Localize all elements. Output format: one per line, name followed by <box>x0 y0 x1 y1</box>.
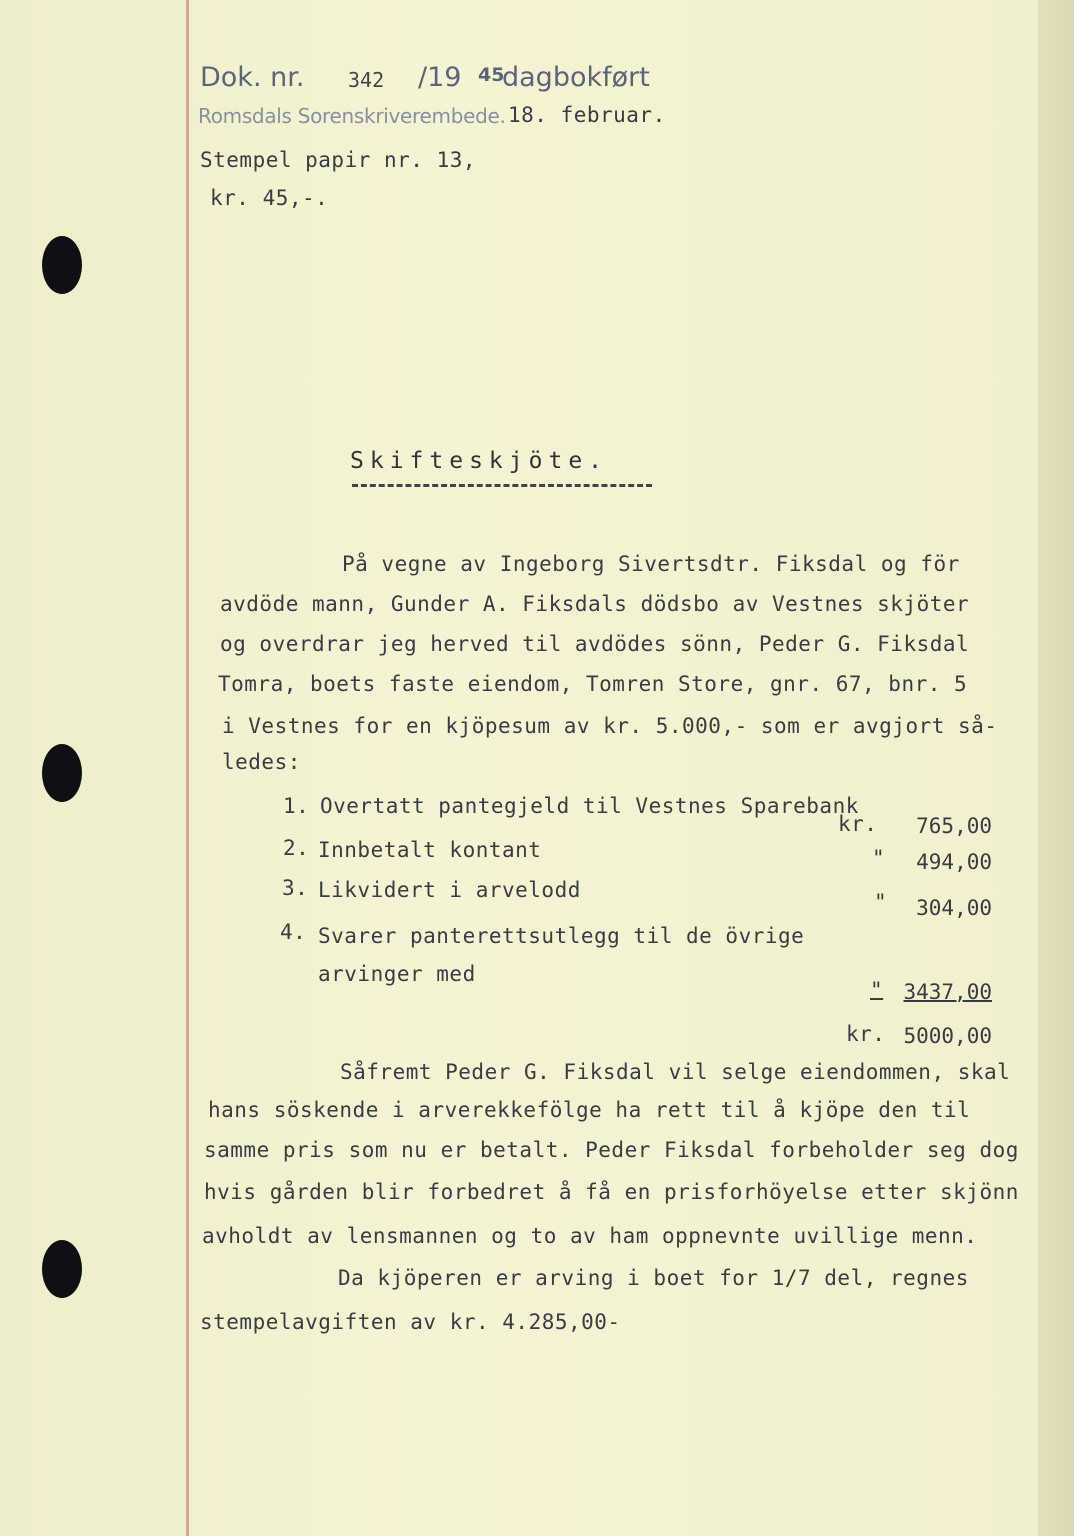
item-1-prefix: kr. <box>838 812 878 836</box>
item-2-amount: 494,00 <box>916 850 992 874</box>
title-underline <box>352 484 652 487</box>
punch-hole-middle <box>42 744 82 802</box>
body-line-5: avholdt av lensmannen og to av ham oppnevnte uvillige menn. <box>202 1224 978 1248</box>
item-3-amount: 304,00 <box>916 896 992 920</box>
item-4-amount: 3437,00 <box>903 980 992 1004</box>
item-4-number: 4. <box>280 920 307 944</box>
stamp-paper-line2: kr. 45,-. <box>210 186 329 210</box>
total-prefix: kr. <box>846 1022 886 1046</box>
item-1-text: Overtatt pantegjeld til Vestnes Sparebank <box>320 794 859 818</box>
intro-line-5: i Vestnes for en kjöpesum av kr. 5.000,- som er avgjort så- <box>222 714 998 738</box>
item-4-prefix: " <box>870 978 884 1002</box>
item-4-text: Svarer panterettsutlegg til de övrige <box>318 924 805 948</box>
stamp-paper-line1: Stempel papir nr. 13, <box>200 148 477 172</box>
total-amount: 5000,00 <box>903 1024 992 1048</box>
body-line-7: stempelavgiften av kr. 4.285,00- <box>200 1310 621 1334</box>
item-1-amount: 765,00 <box>916 814 992 838</box>
punch-hole-top <box>42 236 82 294</box>
year-prefix: /19 <box>418 62 462 93</box>
intro-line-3: og overdrar jeg herved til avdödes sönn, Peder G. Fiksdal <box>220 632 970 656</box>
item-3-text: Likvidert i arvelodd <box>318 878 581 902</box>
intro-line-2: avdöde mann, Gunder A. Fiksdals dödsbo av Vestnes skjöter <box>220 592 970 616</box>
item-1-number: 1. <box>283 794 310 818</box>
item-2-text: Innbetalt kontant <box>318 838 542 862</box>
item-2-prefix: " <box>872 846 886 870</box>
punch-hole-bottom <box>42 1240 82 1298</box>
dok-nr-label: Dok. nr. <box>200 62 305 93</box>
dagbokfort-stamp: dagbokført <box>502 62 650 93</box>
year-suffix: 45 <box>478 64 505 86</box>
body-line-6: Da kjöperen er arving i boet for 1/7 del, regnes <box>338 1266 969 1290</box>
registration-date: 18. februar. <box>508 103 666 127</box>
page-edge-shadow <box>1038 0 1074 1536</box>
intro-line-1: På vegne av Ingeborg Sivertsdtr. Fiksdal og för <box>342 552 960 576</box>
item-4-text-continued: arvinger med <box>318 962 476 986</box>
dok-number: 342 <box>348 68 385 92</box>
document-title: Skifteskjöte. <box>350 448 609 474</box>
office-stamp: Romsdals Sorenskriverembede. <box>198 104 506 128</box>
red-margin-line <box>186 0 189 1536</box>
body-line-2: hans söskende i arverekkefölge ha rett til å kjöpe den til <box>208 1098 971 1122</box>
body-line-1: Såfremt Peder G. Fiksdal vil selge eiendommen, skal <box>340 1060 1011 1084</box>
intro-line-6: ledes: <box>222 750 301 774</box>
item-2-number: 2. <box>283 836 310 860</box>
body-line-3: samme pris som nu er betalt. Peder Fiksdal forbeholder seg dog <box>204 1138 1019 1162</box>
item-3-number: 3. <box>282 876 309 900</box>
item-3-prefix: " <box>874 890 888 914</box>
intro-line-4: Tomra, boets faste eiendom, Tomren Store, gnr. 67, bnr. 5 <box>218 672 968 696</box>
body-line-4: hvis gården blir forbedret å få en prisforhöyelse etter skjönn <box>204 1180 1019 1204</box>
